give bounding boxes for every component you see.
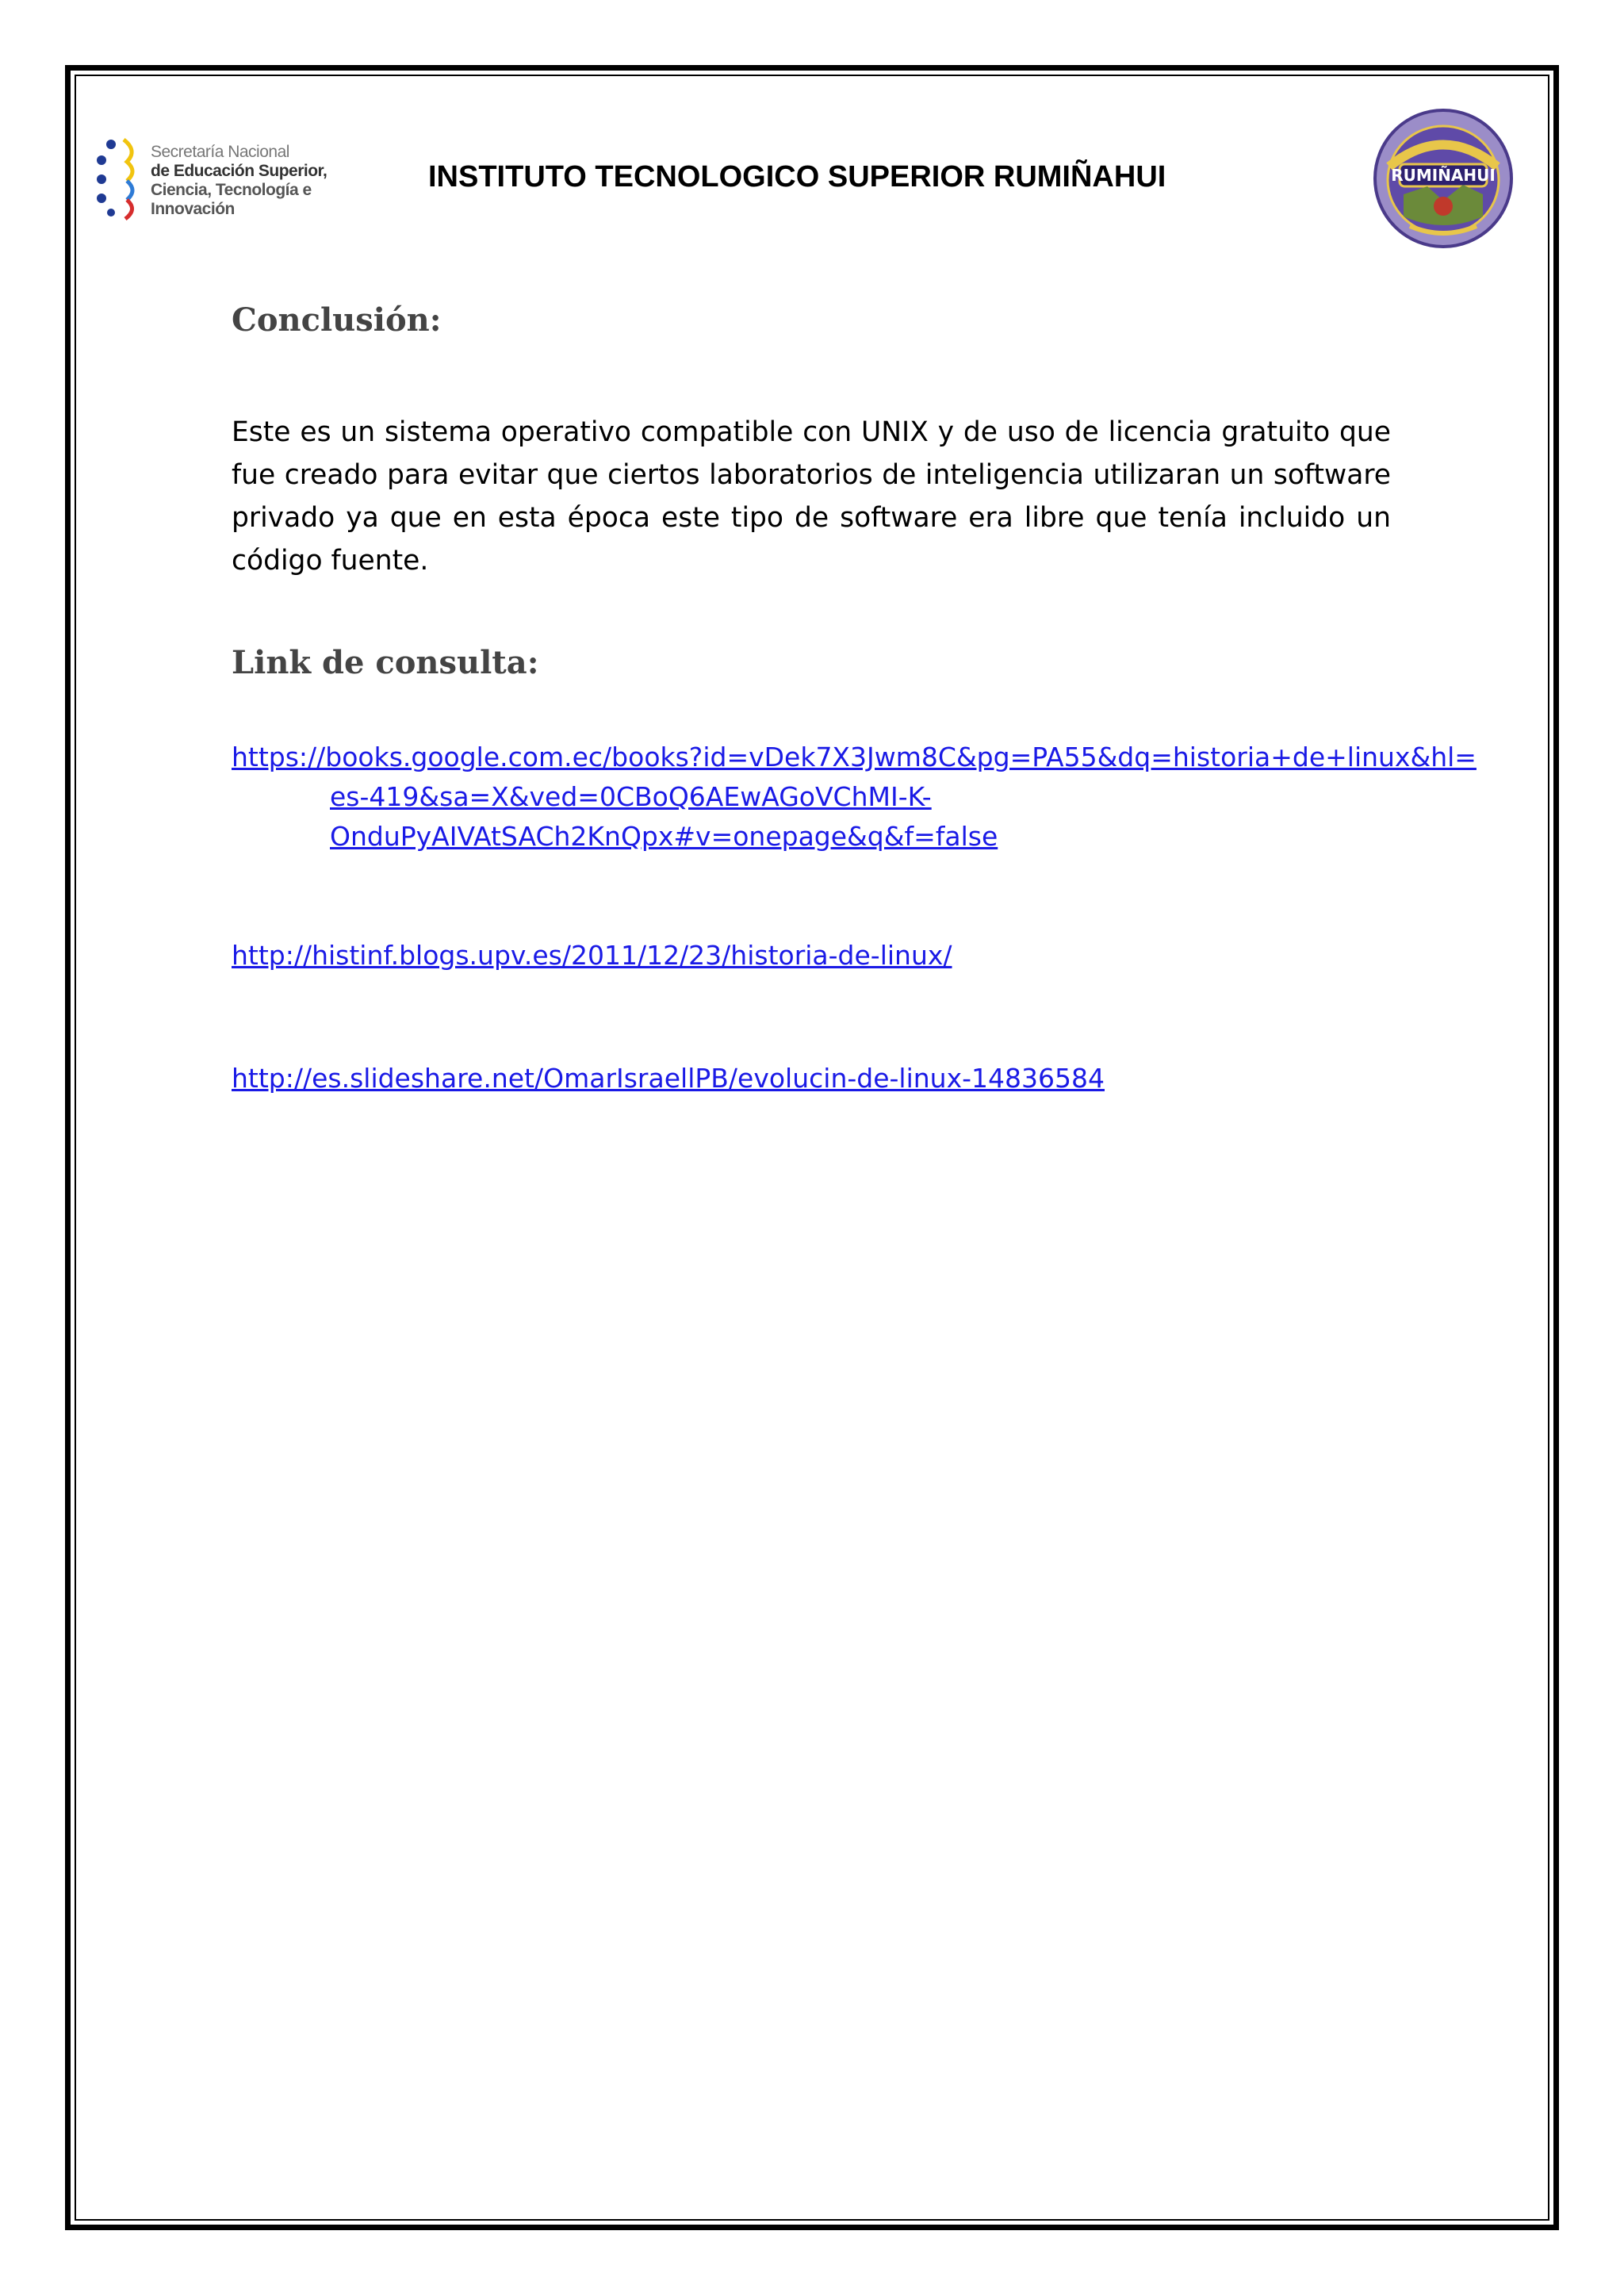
- senescyt-line2: de Educación Superior,: [151, 162, 327, 180]
- link-line: https://books.google.com.ec/books?id=vDek7X3Jwm8C&pg=PA55&dq=historia+de+linux&hl=: [232, 742, 1477, 772]
- conclusion-paragraph: Este es un sistema operativo compatible con UNIX y de uso de licencia gratuito que fue creado para evitar que ciertos laboratorios de inteligencia utilizaran un software privado ya que en esta época este tipo de software era libre que tenía incluido un código fuente.: [232, 416, 1391, 577]
- svg-text:RUMIÑAHUI: RUMIÑAHUI: [1391, 166, 1496, 185]
- link-line: OnduPyAIVAtSACh2KnQpx#v=onepage&q&f=false: [330, 821, 998, 852]
- ruminahui-seal-icon: [1372, 107, 1515, 250]
- senescyt-line3: Ciencia, Tecnología e Innovación: [151, 181, 312, 218]
- senescyt-dots-icon: [95, 135, 143, 222]
- reference-link-histinf[interactable]: http://histinf.blogs.upv.es/2011/12/23/historia-de-linux/: [232, 940, 952, 971]
- senescyt-logo-icon: [95, 135, 357, 222]
- page-border-inner: [75, 75, 1549, 2221]
- reference-link-slideshare[interactable]: http://es.slideshare.net/OmarIsraellPB/evolucin-de-linux-14836584: [232, 1063, 1105, 1094]
- senescyt-line1: Secretaría Nacional: [151, 143, 289, 161]
- reference-link-google-books[interactable]: [232, 738, 1477, 857]
- link-line: es-419&sa=X&ved=0CBoQ6AEwAGoVChMI-K-: [330, 781, 932, 812]
- institution-title: INSTITUTO TECNOLOGICO SUPERIOR RUMIÑAHUI: [428, 160, 1166, 194]
- document-header: [95, 103, 1530, 262]
- links-heading: Link de consulta:: [232, 644, 539, 681]
- conclusion-heading: Conclusión:: [232, 301, 442, 339]
